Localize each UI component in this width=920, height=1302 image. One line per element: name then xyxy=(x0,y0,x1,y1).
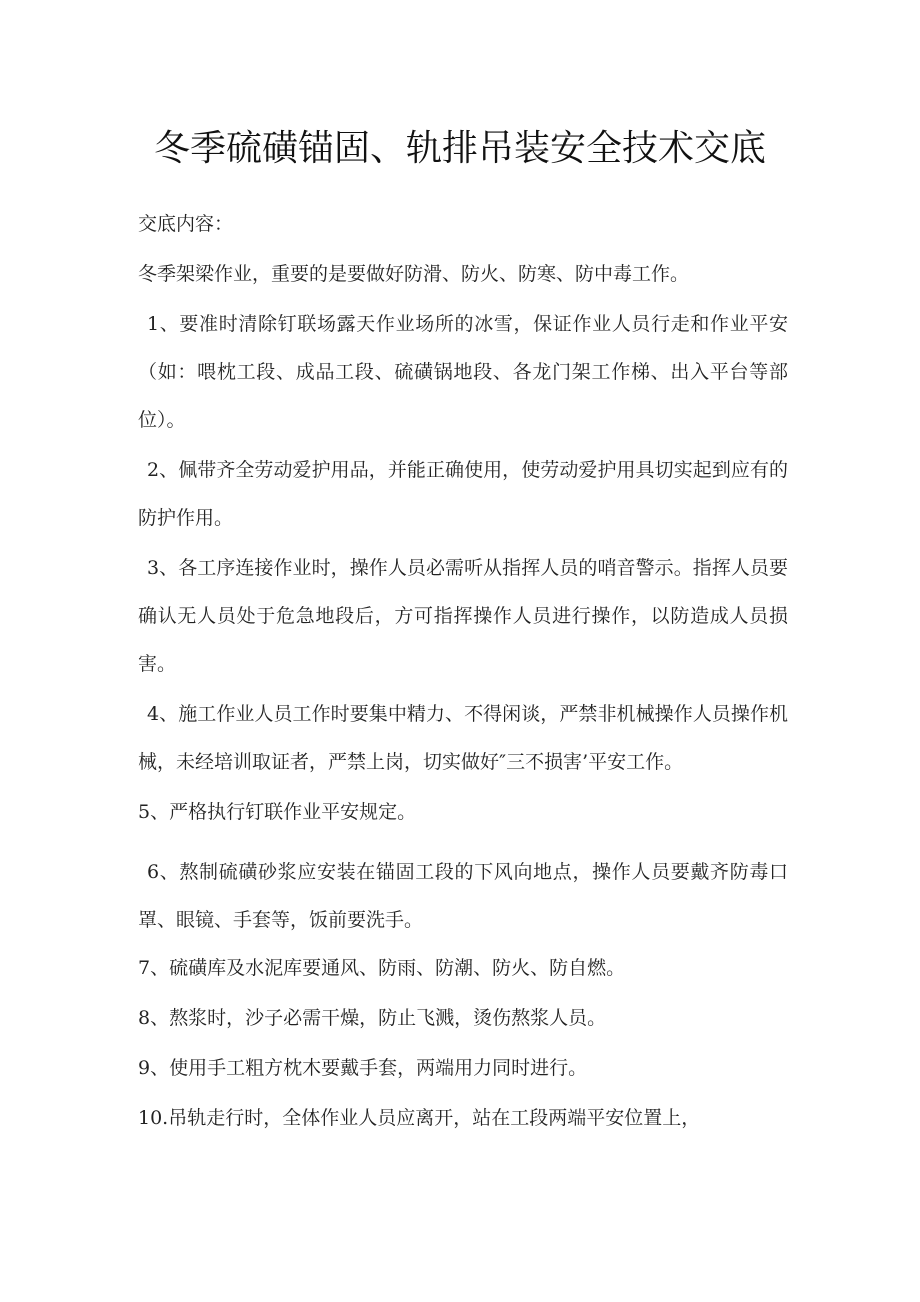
item-9: 9、使用手工粗方枕木要戴手套，两端用力同时进行。 xyxy=(138,1057,588,1079)
intro-paragraph: 冬季架梁作业，重要的是要做好防滑、防火、防寒、防中毒工作。 xyxy=(138,263,690,285)
item-10: 10.吊轨走行时，全体作业人员应离开，站在工段两端平安位置上， xyxy=(138,1107,701,1129)
item-2: 2、佩带齐全劳动爱护用品，并能正确使用，使劳动爱护用具切实起到应有的防护作用。 xyxy=(138,459,788,529)
item-3: 3、各工序连接作业时，操作人员必需听从指挥人员的哨音警示。指挥人员要确认无人员处于危急地段后，方可指挥操作人员进行操作，以防造成人员损害。 xyxy=(138,557,788,675)
item-4: 4、施工作业人员工作时要集中精力、不得闲谈，严禁非机械操作人员操作机械，未经培训取证者，严禁上岗，切实做好″三不损害’平安工作。 xyxy=(138,703,788,773)
item-6: 6、熬制硫磺砂浆应安装在锚固工段的下风向地点，操作人员要戴齐防毒口罩、眼镜、手套等，饭前要洗手。 xyxy=(138,861,788,931)
item-5: 5、严格执行钉联作业平安规定。 xyxy=(138,801,417,823)
document-title: 冬季硫磺锚固、轨排吊装安全技术交底 xyxy=(153,128,766,169)
item-8: 8、熬浆时，沙子必需干燥，防止飞溅，烫伤熬浆人员。 xyxy=(138,1007,607,1029)
item-7: 7、硫磺库及水泥库要通风、防雨、防潮、防火、防自燃。 xyxy=(138,957,626,979)
item-1: 1、要准时清除钉联场露天作业场所的冰雪，保证作业人员行走和作业平安（如：喂枕工段、成品工段、硫磺锅地段、各龙门架工作梯、出入平台等部位）。 xyxy=(138,313,788,431)
intro-label: 交底内容： xyxy=(138,213,234,235)
document-body xyxy=(138,200,788,1142)
